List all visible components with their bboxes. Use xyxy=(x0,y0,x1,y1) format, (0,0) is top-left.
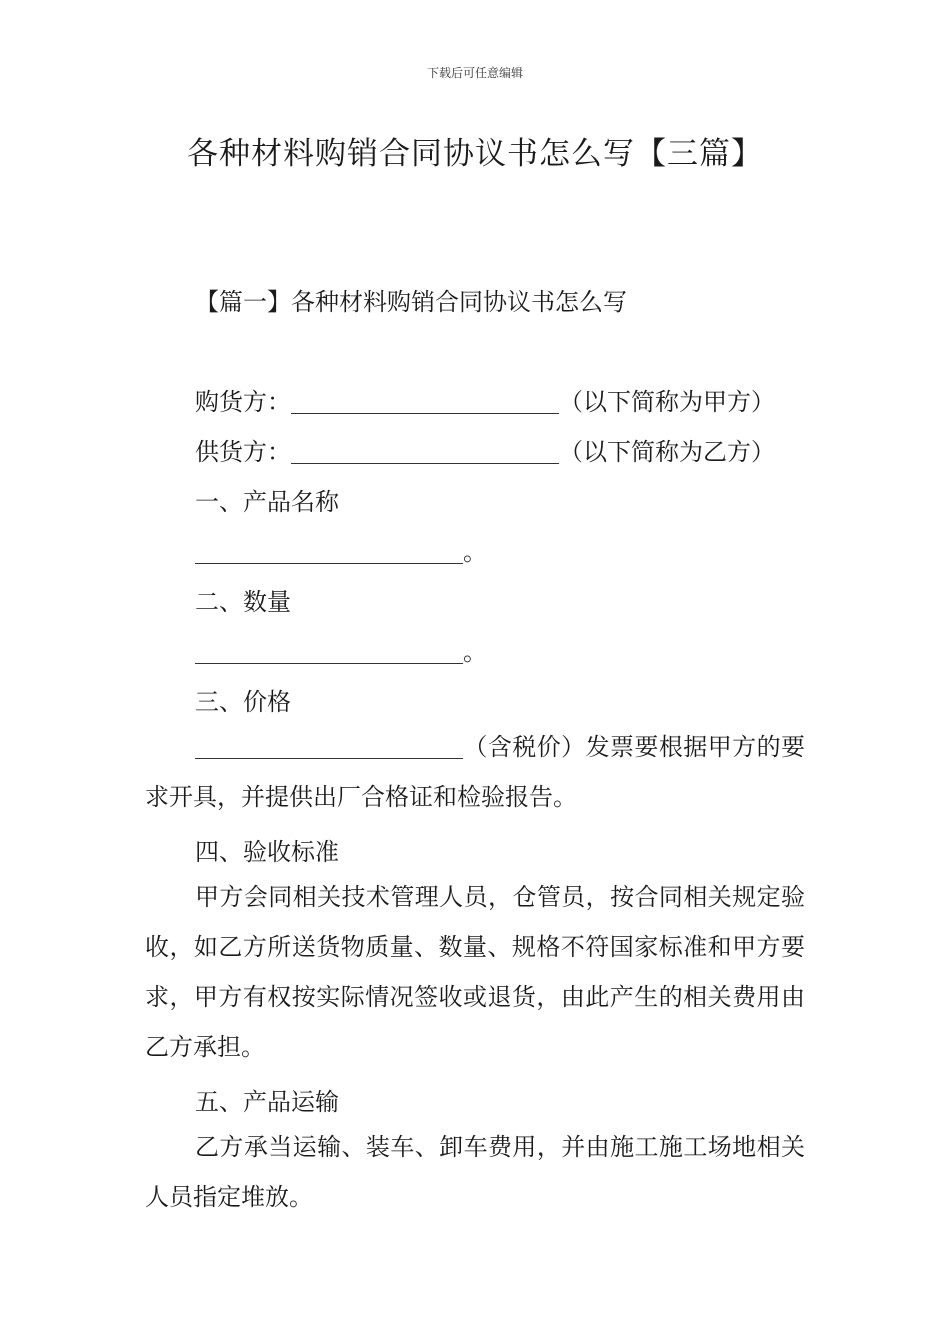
clause1-heading: 一、产品名称 xyxy=(195,488,339,516)
clause2-blank-suffix: 。 xyxy=(463,638,487,666)
clause1-blank xyxy=(195,537,463,564)
clause3-heading: 三、价格 xyxy=(195,688,291,716)
buyer-line xyxy=(195,382,775,417)
supplier-suffix: （以下简称为乙方） xyxy=(559,438,775,466)
buyer-suffix: （以下简称为甲方） xyxy=(559,388,775,416)
clause3-text: （含税价）发票要根据甲方的要求开具，并提供出厂合格证和检验报告。 xyxy=(145,733,805,811)
clause5-paragraph: 乙方承当运输、装车、卸车费用，并由施工施工场地相关人员指定堆放。 xyxy=(145,1133,805,1211)
clause1-fill-line xyxy=(195,532,487,567)
section-heading: 【篇一】各种材料购销合同协议书怎么写 xyxy=(195,288,627,316)
document-title: 各种材料购销合同协议书怎么写【三篇】 xyxy=(187,136,763,172)
clause5-heading: 五、产品运输 xyxy=(195,1088,339,1116)
clause4-heading: 四、验收标准 xyxy=(195,838,339,866)
clause2-heading: 二、数量 xyxy=(195,588,291,616)
clause3-blank xyxy=(195,732,463,759)
supplier-blank xyxy=(291,437,559,464)
header-note: 下载后可任意编辑 xyxy=(426,66,523,80)
clause4-paragraph: 甲方会同相关技术管理人员，仓管员，按合同相关规定验收，如乙方所送货物质量、数量、规格不符国家标准和甲方要求，甲方有权按实际情况签收或退货，由此产生的相关费用由乙方承担。 xyxy=(145,883,805,1061)
supplier-label: 供货方： xyxy=(195,438,291,466)
clause2-blank xyxy=(195,637,463,664)
buyer-blank xyxy=(291,387,559,414)
supplier-line xyxy=(195,432,775,467)
clause2-fill-line xyxy=(195,632,487,667)
buyer-label: 购货方： xyxy=(195,388,291,416)
clause3-paragraph xyxy=(145,722,805,822)
clause1-blank-suffix: 。 xyxy=(463,538,487,566)
